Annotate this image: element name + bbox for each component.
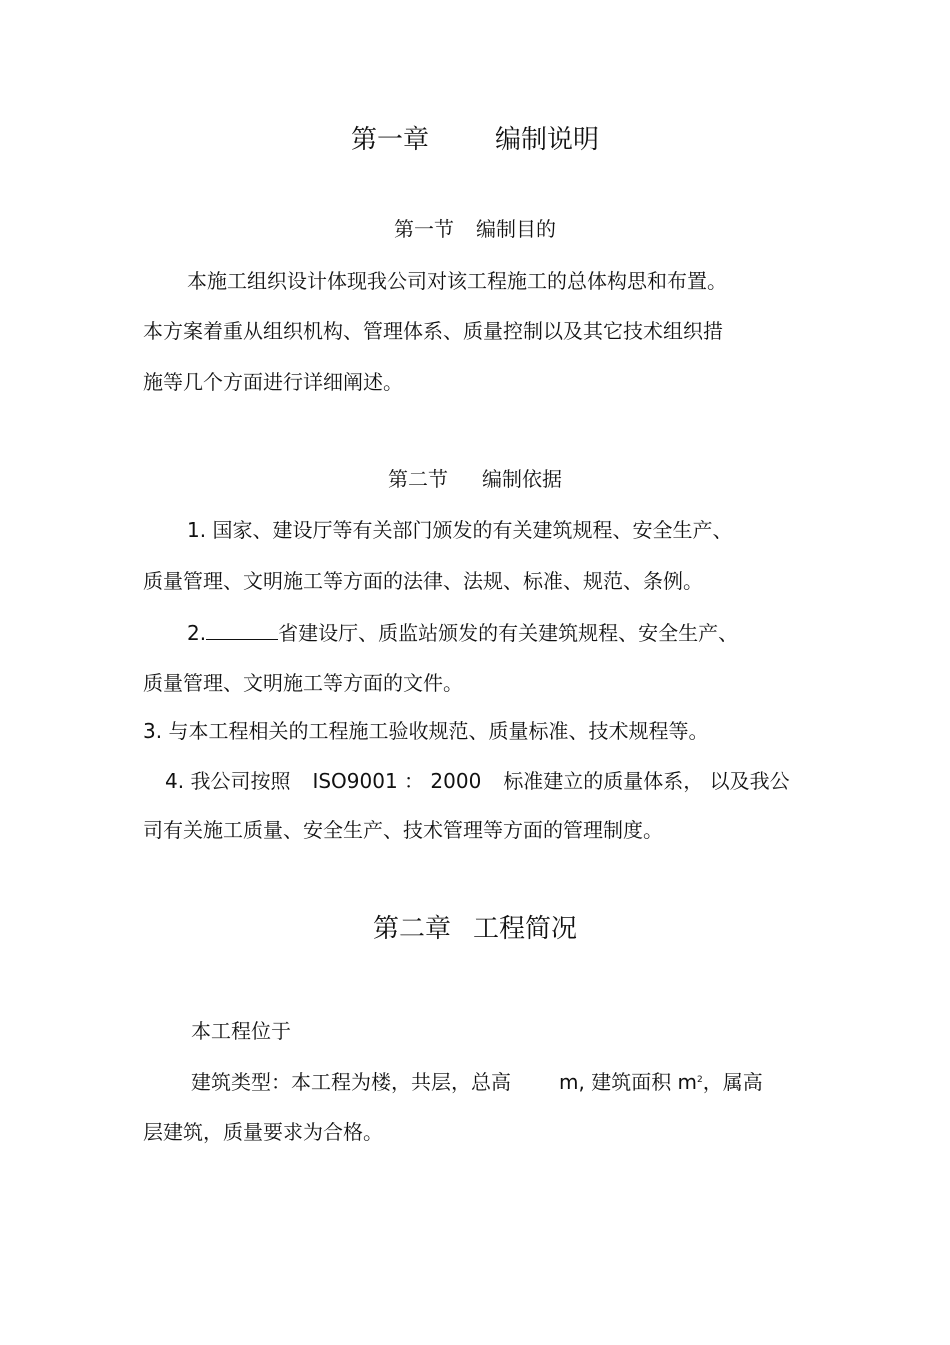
building-type-line-2: 层建筑，质量要求为合格。 xyxy=(143,1120,383,1144)
basis-item-2-line-2: 质量管理、文明施工等方面的文件。 xyxy=(143,671,463,695)
chapter-1-number: 第一章 xyxy=(350,125,429,155)
section-1-line-3: 施等几个方面进行详细阐述。 xyxy=(143,370,403,394)
province-blank xyxy=(206,619,278,640)
section-2-title: 编制依据 xyxy=(482,467,562,491)
chapter-1-title: 编制说明 xyxy=(495,125,600,155)
section-1-heading xyxy=(0,216,950,242)
basis-item-2-line-1 xyxy=(187,619,738,646)
square-superscript: 2 xyxy=(697,1075,703,1085)
basis-item-4-part-c: 标准建立的质量体系， 以及我公 xyxy=(503,769,790,793)
iso-standard: ISO9001 ： 2000 xyxy=(312,769,482,793)
chapter-2-heading xyxy=(0,913,950,945)
building-type-part-b: m, 建筑面积 m xyxy=(559,1070,698,1094)
basis-item-2-text: 省建设厅、质监站颁发的有关建筑规程、安全生产、 xyxy=(278,621,739,645)
basis-item-4-line-2: 司有关施工质量、安全生产、技术管理等方面的管理制度。 xyxy=(143,818,663,842)
section-1-number: 第一节 xyxy=(394,217,454,241)
building-type-part-a: 建筑类型：本工程为楼，共层，总高 xyxy=(191,1070,511,1094)
building-type-part-c: ，属高 xyxy=(702,1070,763,1094)
basis-item-2-prefix: 2. xyxy=(187,621,207,645)
basis-item-4-line-1 xyxy=(165,768,790,794)
basis-item-1-line-1: 1. 国家、建设厅等有关部门颁发的有关建筑规程、安全生产、 xyxy=(187,518,733,542)
basis-item-4-part-a: 4. 我公司按照 xyxy=(165,769,291,793)
project-location: 本工程位于 xyxy=(191,1019,291,1043)
basis-item-3: 3. 与本工程相关的工程施工验收规范、质量标准、技术规程等。 xyxy=(143,719,709,743)
section-1-title: 编制目的 xyxy=(476,217,556,241)
section-1-line-1: 本施工组织设计体现我公司对该工程施工的总体构思和布置。 xyxy=(187,269,727,293)
section-2-heading xyxy=(0,466,950,492)
chapter-2-title: 工程简况 xyxy=(473,914,578,944)
section-2-number: 第二节 xyxy=(388,467,448,491)
building-type-line-1 xyxy=(191,1069,763,1095)
section-1-line-2: 本方案着重从组织机构、管理体系、质量控制以及其它技术组织措 xyxy=(143,319,723,343)
basis-item-1-line-2: 质量管理、文明施工等方面的法律、法规、标准、规范、条例。 xyxy=(143,569,703,593)
chapter-2-number: 第二章 xyxy=(372,914,451,944)
chapter-1-heading xyxy=(0,124,950,156)
